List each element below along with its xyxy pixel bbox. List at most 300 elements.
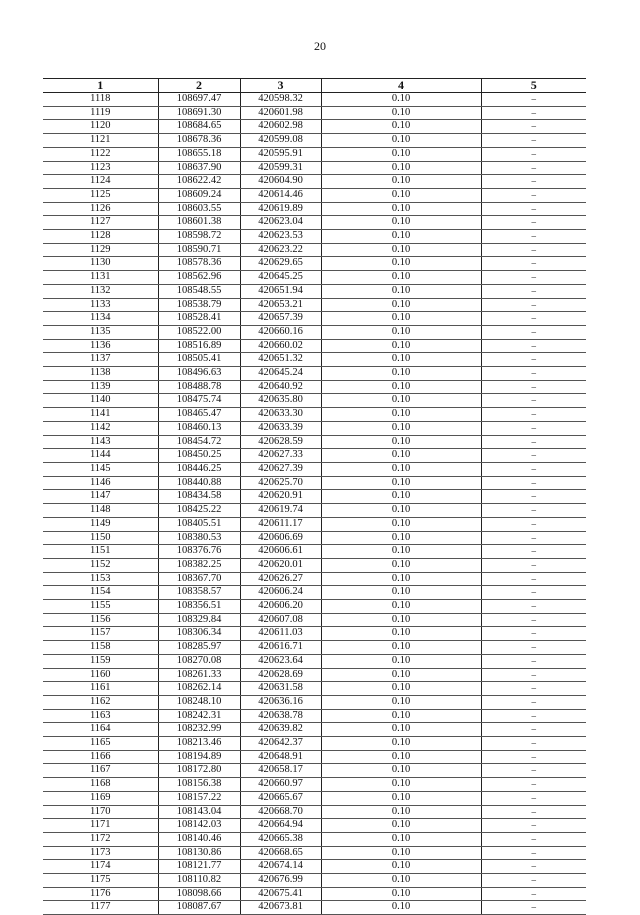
note-cell: – xyxy=(481,216,586,230)
point-number-cell: 1164 xyxy=(43,723,158,737)
y-coordinate-cell: 420657.39 xyxy=(240,312,321,326)
page-number: 20 xyxy=(314,39,326,53)
note-cell: – xyxy=(481,408,586,422)
note-cell: – xyxy=(481,832,586,846)
x-coordinate-cell: 108460.13 xyxy=(158,421,240,435)
point-number-cell: 1129 xyxy=(43,243,158,257)
table-row xyxy=(43,901,586,915)
note-cell: – xyxy=(481,175,586,189)
table-row xyxy=(43,120,586,134)
x-coordinate-cell: 108678.36 xyxy=(158,134,240,148)
x-coordinate-cell: 108538.79 xyxy=(158,298,240,312)
y-coordinate-cell: 420606.61 xyxy=(240,545,321,559)
note-cell: – xyxy=(481,147,586,161)
point-number-cell: 1167 xyxy=(43,764,158,778)
note-cell: – xyxy=(481,161,586,175)
table-row xyxy=(43,737,586,751)
point-number-cell: 1144 xyxy=(43,449,158,463)
accuracy-cell: 0.10 xyxy=(321,408,481,422)
table-row xyxy=(43,517,586,531)
point-number-cell: 1173 xyxy=(43,846,158,860)
table-row xyxy=(43,531,586,545)
point-number-cell: 1127 xyxy=(43,216,158,230)
y-coordinate-cell: 420636.16 xyxy=(240,695,321,709)
table-row xyxy=(43,325,586,339)
x-coordinate-cell: 108637.90 xyxy=(158,161,240,175)
table-row xyxy=(43,380,586,394)
note-cell: – xyxy=(481,558,586,572)
note-cell: – xyxy=(481,353,586,367)
accuracy-cell: 0.10 xyxy=(321,216,481,230)
note-cell: – xyxy=(481,230,586,244)
note-cell: – xyxy=(481,737,586,751)
note-cell: – xyxy=(481,600,586,614)
accuracy-cell: 0.10 xyxy=(321,202,481,216)
y-coordinate-cell: 420651.32 xyxy=(240,353,321,367)
table-row xyxy=(43,805,586,819)
table-row xyxy=(43,161,586,175)
note-cell: – xyxy=(481,654,586,668)
point-number-cell: 1168 xyxy=(43,778,158,792)
x-coordinate-cell: 108590.71 xyxy=(158,243,240,257)
x-coordinate-cell: 108522.00 xyxy=(158,325,240,339)
point-number-cell: 1145 xyxy=(43,462,158,476)
x-coordinate-cell: 108475.74 xyxy=(158,394,240,408)
table-row xyxy=(43,613,586,627)
table-row xyxy=(43,106,586,120)
accuracy-cell: 0.10 xyxy=(321,380,481,394)
point-number-cell: 1126 xyxy=(43,202,158,216)
y-coordinate-cell: 420607.08 xyxy=(240,613,321,627)
point-number-cell: 1150 xyxy=(43,531,158,545)
y-coordinate-cell: 420611.03 xyxy=(240,627,321,641)
table-header-row xyxy=(43,79,586,93)
accuracy-cell: 0.10 xyxy=(321,120,481,134)
y-coordinate-cell: 420676.99 xyxy=(240,874,321,888)
x-coordinate-cell: 108505.41 xyxy=(158,353,240,367)
point-number-cell: 1149 xyxy=(43,517,158,531)
note-cell: – xyxy=(481,490,586,504)
accuracy-cell: 0.10 xyxy=(321,367,481,381)
x-coordinate-cell: 108450.25 xyxy=(158,449,240,463)
y-coordinate-cell: 420599.08 xyxy=(240,134,321,148)
note-cell: – xyxy=(481,339,586,353)
table-row xyxy=(43,243,586,257)
table-row xyxy=(43,298,586,312)
table-row xyxy=(43,846,586,860)
point-number-cell: 1140 xyxy=(43,394,158,408)
accuracy-cell: 0.10 xyxy=(321,613,481,627)
note-cell: – xyxy=(481,188,586,202)
point-number-cell: 1176 xyxy=(43,887,158,901)
y-coordinate-cell: 420604.90 xyxy=(240,175,321,189)
y-coordinate-cell: 420595.91 xyxy=(240,147,321,161)
point-number-cell: 1132 xyxy=(43,284,158,298)
note-cell: – xyxy=(481,764,586,778)
x-coordinate-cell: 108121.77 xyxy=(158,860,240,874)
table-row xyxy=(43,462,586,476)
accuracy-cell: 0.10 xyxy=(321,846,481,860)
x-coordinate-cell: 108601.38 xyxy=(158,216,240,230)
table-row xyxy=(43,558,586,572)
accuracy-cell: 0.10 xyxy=(321,805,481,819)
x-coordinate-cell: 108496.63 xyxy=(158,367,240,381)
point-number-cell: 1134 xyxy=(43,312,158,326)
note-cell: – xyxy=(481,572,586,586)
table-row xyxy=(43,887,586,901)
table-row xyxy=(43,860,586,874)
accuracy-cell: 0.10 xyxy=(321,764,481,778)
table-row xyxy=(43,175,586,189)
point-number-cell: 1125 xyxy=(43,188,158,202)
table-row xyxy=(43,600,586,614)
x-coordinate-cell: 108130.86 xyxy=(158,846,240,860)
y-coordinate-cell: 420668.65 xyxy=(240,846,321,860)
x-coordinate-cell: 108110.82 xyxy=(158,874,240,888)
x-coordinate-cell: 108358.57 xyxy=(158,586,240,600)
x-coordinate-cell: 108270.08 xyxy=(158,654,240,668)
y-coordinate-cell: 420645.25 xyxy=(240,271,321,285)
note-cell: – xyxy=(481,613,586,627)
accuracy-cell: 0.10 xyxy=(321,709,481,723)
table-row xyxy=(43,874,586,888)
point-number-cell: 1174 xyxy=(43,860,158,874)
note-cell: – xyxy=(481,695,586,709)
note-cell: – xyxy=(481,819,586,833)
table-row xyxy=(43,134,586,148)
y-coordinate-cell: 420658.17 xyxy=(240,764,321,778)
note-cell: – xyxy=(481,887,586,901)
y-coordinate-cell: 420660.97 xyxy=(240,778,321,792)
point-number-cell: 1142 xyxy=(43,421,158,435)
note-cell: – xyxy=(481,682,586,696)
x-coordinate-cell: 108684.65 xyxy=(158,120,240,134)
x-coordinate-cell: 108446.25 xyxy=(158,462,240,476)
point-number-cell: 1138 xyxy=(43,367,158,381)
note-cell: – xyxy=(481,380,586,394)
point-number-cell: 1136 xyxy=(43,339,158,353)
y-coordinate-cell: 420619.89 xyxy=(240,202,321,216)
note-cell: – xyxy=(481,243,586,257)
x-coordinate-cell: 108382.25 xyxy=(158,558,240,572)
note-cell: – xyxy=(481,504,586,518)
y-coordinate-cell: 420619.74 xyxy=(240,504,321,518)
y-coordinate-cell: 420664.94 xyxy=(240,819,321,833)
note-cell: – xyxy=(481,202,586,216)
accuracy-cell: 0.10 xyxy=(321,517,481,531)
x-coordinate-cell: 108434.58 xyxy=(158,490,240,504)
y-coordinate-cell: 420606.20 xyxy=(240,600,321,614)
x-coordinate-cell: 108261.33 xyxy=(158,668,240,682)
x-coordinate-cell: 108143.04 xyxy=(158,805,240,819)
y-coordinate-cell: 420626.27 xyxy=(240,572,321,586)
point-number-cell: 1122 xyxy=(43,147,158,161)
x-coordinate-cell: 108142.03 xyxy=(158,819,240,833)
accuracy-cell: 0.10 xyxy=(321,682,481,696)
y-coordinate-cell: 420623.53 xyxy=(240,230,321,244)
point-number-cell: 1157 xyxy=(43,627,158,641)
accuracy-cell: 0.10 xyxy=(321,627,481,641)
x-coordinate-cell: 108609.24 xyxy=(158,188,240,202)
accuracy-cell: 0.10 xyxy=(321,490,481,504)
x-coordinate-cell: 108380.53 xyxy=(158,531,240,545)
y-coordinate-cell: 420627.33 xyxy=(240,449,321,463)
note-cell: – xyxy=(481,120,586,134)
table-row xyxy=(43,750,586,764)
point-number-cell: 1124 xyxy=(43,175,158,189)
note-cell: – xyxy=(481,435,586,449)
table-row xyxy=(43,709,586,723)
accuracy-cell: 0.10 xyxy=(321,325,481,339)
x-coordinate-cell: 108578.36 xyxy=(158,257,240,271)
table-row xyxy=(43,504,586,518)
table-row xyxy=(43,832,586,846)
x-coordinate-cell: 108157.22 xyxy=(158,791,240,805)
accuracy-cell: 0.10 xyxy=(321,531,481,545)
table-row xyxy=(43,147,586,161)
note-cell: – xyxy=(481,298,586,312)
accuracy-cell: 0.10 xyxy=(321,243,481,257)
table-row xyxy=(43,490,586,504)
point-number-cell: 1143 xyxy=(43,435,158,449)
x-coordinate-cell: 108465.47 xyxy=(158,408,240,422)
note-cell: – xyxy=(481,325,586,339)
x-coordinate-cell: 108285.97 xyxy=(158,641,240,655)
note-cell: – xyxy=(481,901,586,915)
table-row xyxy=(43,394,586,408)
accuracy-cell: 0.10 xyxy=(321,435,481,449)
accuracy-cell: 0.10 xyxy=(321,271,481,285)
accuracy-cell: 0.10 xyxy=(321,462,481,476)
note-cell: – xyxy=(481,846,586,860)
point-number-cell: 1141 xyxy=(43,408,158,422)
note-cell: – xyxy=(481,476,586,490)
y-coordinate-cell: 420627.39 xyxy=(240,462,321,476)
y-coordinate-cell: 420675.41 xyxy=(240,887,321,901)
y-coordinate-cell: 420623.22 xyxy=(240,243,321,257)
table-row xyxy=(43,449,586,463)
accuracy-cell: 0.10 xyxy=(321,161,481,175)
point-number-cell: 1158 xyxy=(43,641,158,655)
x-coordinate-cell: 108087.67 xyxy=(158,901,240,915)
y-coordinate-cell: 420599.31 xyxy=(240,161,321,175)
x-coordinate-cell: 108140.46 xyxy=(158,832,240,846)
accuracy-cell: 0.10 xyxy=(321,654,481,668)
y-coordinate-cell: 420631.58 xyxy=(240,682,321,696)
accuracy-cell: 0.10 xyxy=(321,723,481,737)
accuracy-cell: 0.10 xyxy=(321,339,481,353)
table-row xyxy=(43,188,586,202)
point-number-cell: 1146 xyxy=(43,476,158,490)
accuracy-cell: 0.10 xyxy=(321,695,481,709)
accuracy-cell: 0.10 xyxy=(321,93,481,107)
x-coordinate-cell: 108697.47 xyxy=(158,93,240,107)
y-coordinate-cell: 420611.17 xyxy=(240,517,321,531)
y-coordinate-cell: 420645.24 xyxy=(240,367,321,381)
x-coordinate-cell: 108232.99 xyxy=(158,723,240,737)
note-cell: – xyxy=(481,449,586,463)
y-coordinate-cell: 420620.01 xyxy=(240,558,321,572)
note-cell: – xyxy=(481,750,586,764)
note-cell: – xyxy=(481,312,586,326)
point-number-cell: 1128 xyxy=(43,230,158,244)
accuracy-cell: 0.10 xyxy=(321,394,481,408)
table-row xyxy=(43,421,586,435)
table-row xyxy=(43,476,586,490)
y-coordinate-cell: 420665.67 xyxy=(240,791,321,805)
point-number-cell: 1172 xyxy=(43,832,158,846)
x-coordinate-cell: 108306.34 xyxy=(158,627,240,641)
y-coordinate-cell: 420635.80 xyxy=(240,394,321,408)
accuracy-cell: 0.10 xyxy=(321,586,481,600)
x-coordinate-cell: 108329.84 xyxy=(158,613,240,627)
table-body xyxy=(43,93,586,915)
point-number-cell: 1175 xyxy=(43,874,158,888)
table-row xyxy=(43,654,586,668)
point-number-cell: 1161 xyxy=(43,682,158,696)
accuracy-cell: 0.10 xyxy=(321,545,481,559)
point-number-cell: 1156 xyxy=(43,613,158,627)
accuracy-cell: 0.10 xyxy=(321,312,481,326)
table-row xyxy=(43,819,586,833)
x-coordinate-cell: 108405.51 xyxy=(158,517,240,531)
accuracy-cell: 0.10 xyxy=(321,641,481,655)
accuracy-cell: 0.10 xyxy=(321,750,481,764)
point-number-cell: 1162 xyxy=(43,695,158,709)
y-coordinate-cell: 420601.98 xyxy=(240,106,321,120)
point-number-cell: 1120 xyxy=(43,120,158,134)
point-number-cell: 1133 xyxy=(43,298,158,312)
point-number-cell: 1130 xyxy=(43,257,158,271)
y-coordinate-cell: 420674.14 xyxy=(240,860,321,874)
accuracy-cell: 0.10 xyxy=(321,188,481,202)
y-coordinate-cell: 420648.91 xyxy=(240,750,321,764)
note-cell: – xyxy=(481,284,586,298)
note-cell: – xyxy=(481,93,586,107)
table-row xyxy=(43,367,586,381)
column-header-2: 2 xyxy=(158,79,240,93)
accuracy-cell: 0.10 xyxy=(321,819,481,833)
table-row xyxy=(43,257,586,271)
point-number-cell: 1170 xyxy=(43,805,158,819)
accuracy-cell: 0.10 xyxy=(321,421,481,435)
note-cell: – xyxy=(481,394,586,408)
accuracy-cell: 0.10 xyxy=(321,449,481,463)
x-coordinate-cell: 108356.51 xyxy=(158,600,240,614)
point-number-cell: 1165 xyxy=(43,737,158,751)
accuracy-cell: 0.10 xyxy=(321,668,481,682)
table-row xyxy=(43,723,586,737)
x-coordinate-cell: 108562.96 xyxy=(158,271,240,285)
note-cell: – xyxy=(481,134,586,148)
accuracy-cell: 0.10 xyxy=(321,257,481,271)
note-cell: – xyxy=(481,805,586,819)
table-row xyxy=(43,682,586,696)
accuracy-cell: 0.10 xyxy=(321,778,481,792)
table-row xyxy=(43,572,586,586)
table-row xyxy=(43,764,586,778)
x-coordinate-cell: 108603.55 xyxy=(158,202,240,216)
accuracy-cell: 0.10 xyxy=(321,860,481,874)
y-coordinate-cell: 420625.70 xyxy=(240,476,321,490)
point-number-cell: 1154 xyxy=(43,586,158,600)
y-coordinate-cell: 420623.64 xyxy=(240,654,321,668)
accuracy-cell: 0.10 xyxy=(321,504,481,518)
note-cell: – xyxy=(481,791,586,805)
point-number-cell: 1151 xyxy=(43,545,158,559)
y-coordinate-cell: 420614.46 xyxy=(240,188,321,202)
accuracy-cell: 0.10 xyxy=(321,737,481,751)
note-cell: – xyxy=(481,531,586,545)
x-coordinate-cell: 108262.14 xyxy=(158,682,240,696)
y-coordinate-cell: 420628.59 xyxy=(240,435,321,449)
y-coordinate-cell: 420660.02 xyxy=(240,339,321,353)
x-coordinate-cell: 108516.89 xyxy=(158,339,240,353)
point-number-cell: 1160 xyxy=(43,668,158,682)
accuracy-cell: 0.10 xyxy=(321,175,481,189)
accuracy-cell: 0.10 xyxy=(321,476,481,490)
table-row xyxy=(43,353,586,367)
table-row xyxy=(43,408,586,422)
table-row xyxy=(43,271,586,285)
x-coordinate-cell: 108156.38 xyxy=(158,778,240,792)
y-coordinate-cell: 420620.91 xyxy=(240,490,321,504)
note-cell: – xyxy=(481,709,586,723)
point-number-cell: 1153 xyxy=(43,572,158,586)
y-coordinate-cell: 420628.69 xyxy=(240,668,321,682)
note-cell: – xyxy=(481,517,586,531)
accuracy-cell: 0.10 xyxy=(321,106,481,120)
accuracy-cell: 0.10 xyxy=(321,558,481,572)
y-coordinate-cell: 420629.65 xyxy=(240,257,321,271)
accuracy-cell: 0.10 xyxy=(321,134,481,148)
accuracy-cell: 0.10 xyxy=(321,298,481,312)
y-coordinate-cell: 420665.38 xyxy=(240,832,321,846)
y-coordinate-cell: 420651.94 xyxy=(240,284,321,298)
point-number-cell: 1123 xyxy=(43,161,158,175)
y-coordinate-cell: 420668.70 xyxy=(240,805,321,819)
note-cell: – xyxy=(481,860,586,874)
coordinates-table xyxy=(43,78,586,915)
table-row xyxy=(43,230,586,244)
note-cell: – xyxy=(481,462,586,476)
x-coordinate-cell: 108425.22 xyxy=(158,504,240,518)
table-row xyxy=(43,216,586,230)
note-cell: – xyxy=(481,778,586,792)
note-cell: – xyxy=(481,367,586,381)
accuracy-cell: 0.10 xyxy=(321,572,481,586)
x-coordinate-cell: 108598.72 xyxy=(158,230,240,244)
point-number-cell: 1137 xyxy=(43,353,158,367)
column-header-1: 1 xyxy=(43,79,158,93)
x-coordinate-cell: 108213.46 xyxy=(158,737,240,751)
point-number-cell: 1166 xyxy=(43,750,158,764)
y-coordinate-cell: 420639.82 xyxy=(240,723,321,737)
point-number-cell: 1121 xyxy=(43,134,158,148)
x-coordinate-cell: 108655.18 xyxy=(158,147,240,161)
x-coordinate-cell: 108488.78 xyxy=(158,380,240,394)
x-coordinate-cell: 108528.41 xyxy=(158,312,240,326)
point-number-cell: 1139 xyxy=(43,380,158,394)
accuracy-cell: 0.10 xyxy=(321,284,481,298)
x-coordinate-cell: 108367.70 xyxy=(158,572,240,586)
x-coordinate-cell: 108376.76 xyxy=(158,545,240,559)
point-number-cell: 1152 xyxy=(43,558,158,572)
note-cell: – xyxy=(481,723,586,737)
table-row xyxy=(43,545,586,559)
note-cell: – xyxy=(481,545,586,559)
y-coordinate-cell: 420633.30 xyxy=(240,408,321,422)
